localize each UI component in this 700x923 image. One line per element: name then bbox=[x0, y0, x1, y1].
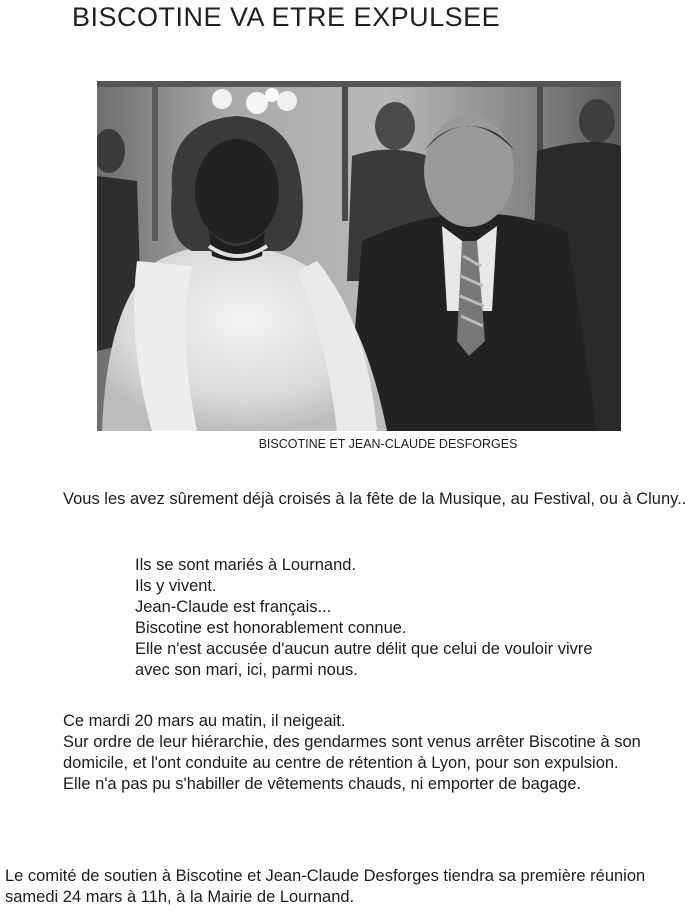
fact-line: Biscotine est honorablement connue. bbox=[135, 619, 407, 637]
meeting-announcement: Le comité de soutien à Biscotine et Jean-Claude Desforges tiendra sa première réunion samedi 24 mars à 11h, à la Mairie de Lournand. bbox=[5, 867, 646, 906]
fact-line: Elle n'est accusée d'aucun autre délit que celui de vouloir vivre bbox=[135, 640, 593, 658]
intro-paragraph: Vous les avez sûrement déjà croisés à la fête de la Musique, au Festival, ou à Cluny.. bbox=[63, 490, 687, 508]
event-paragraph bbox=[63, 711, 693, 795]
facts-list bbox=[135, 555, 695, 681]
fact-line: Ils se sont mariés à Lournand. bbox=[135, 556, 357, 574]
event-line: Ce mardi 20 mars au matin, il neigeait. bbox=[63, 712, 346, 730]
event-line: Sur ordre de leur hiérarchie, des gendarmes sont venus arrêter Biscotine à son domicile, et l'ont conduite au centre de rétention à Lyon, pour son expulsion. bbox=[63, 733, 641, 772]
event-line: Elle n'a pas pu s'habiller de vêtements chauds, ni emporter de bagage. bbox=[63, 775, 582, 793]
page-title: BISCOTINE VA ETRE EXPULSEE bbox=[72, 2, 501, 32]
photo-caption: BISCOTINE ET JEAN-CLAUDE DESFORGES bbox=[258, 437, 518, 451]
fact-line: Jean-Claude est français... bbox=[135, 598, 332, 616]
fact-line: Ils y vivent. bbox=[135, 577, 217, 595]
fact-line: avec son mari, ici, parmi nous. bbox=[135, 661, 358, 679]
wedding-photo bbox=[97, 81, 621, 431]
